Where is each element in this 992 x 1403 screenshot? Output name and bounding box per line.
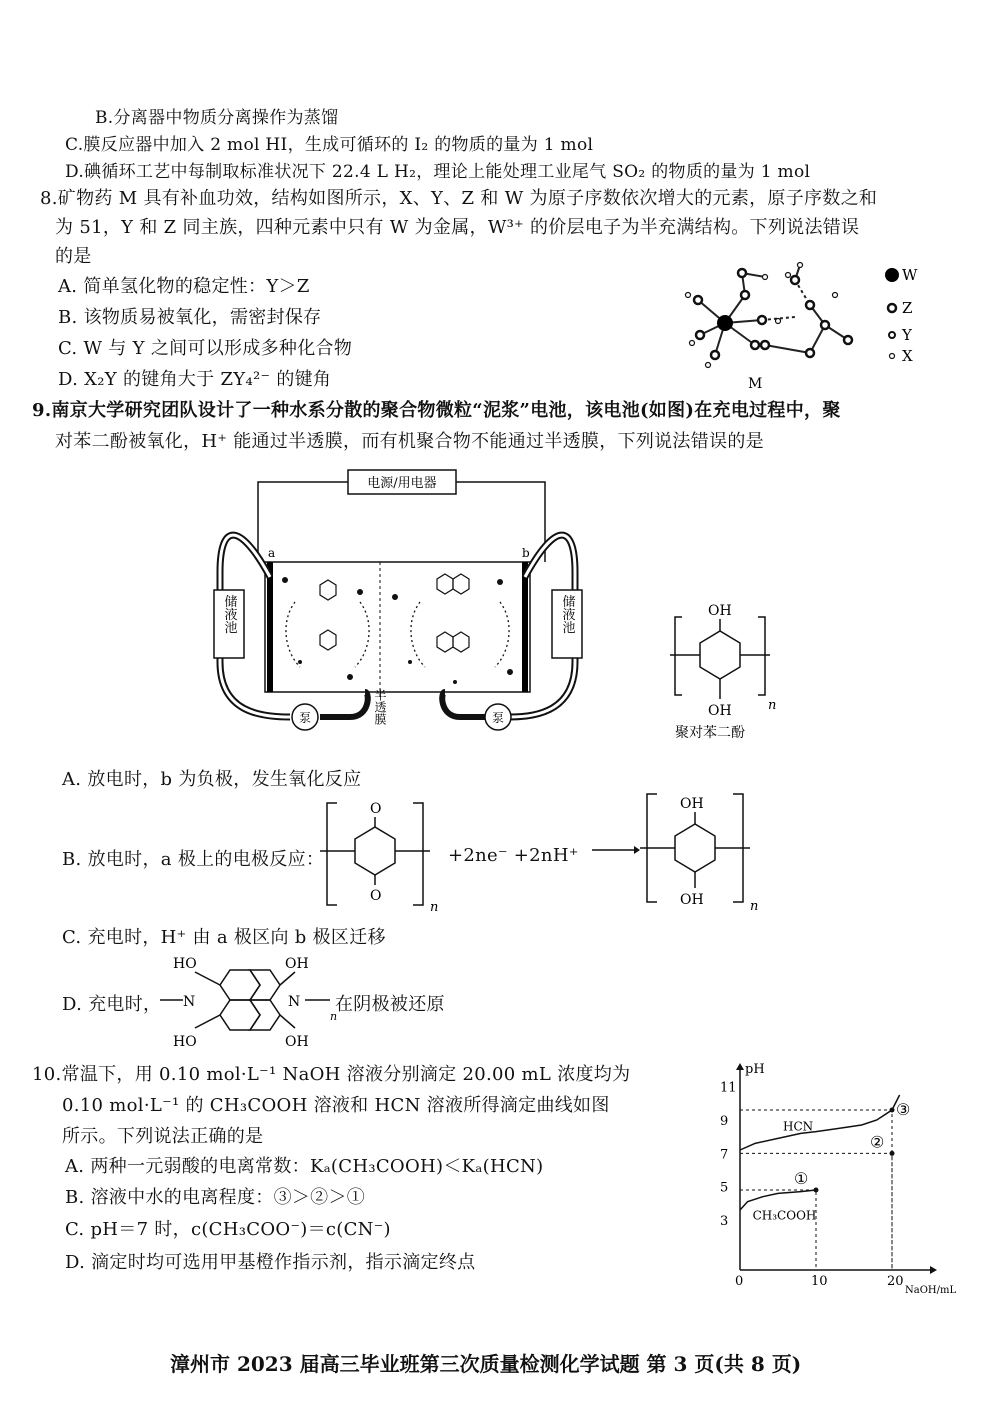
q9-option-a: A. 放电时，b 为负极，发生氧化反应: [62, 769, 362, 790]
y-tick-11: 11: [720, 1080, 737, 1096]
page-footer: 漳州市 2023 届高三毕业班第三次质量检测化学试题 第 3 页(共 8 页): [170, 1352, 802, 1376]
molecule-m-figure: [670, 255, 930, 395]
q9-stem-line2: 对苯二酚被氧化，H⁺ 能通过半透膜，而有机聚合物不能通过半透膜，下列说法错误的是: [55, 431, 764, 452]
reaction-arrow: [590, 840, 640, 860]
point-marker-2: [890, 1108, 895, 1113]
naph-n: n: [330, 1010, 338, 1023]
q10-stem-line3: 所示。下列说法正确的是: [62, 1126, 264, 1147]
point-label-2: ③: [896, 1100, 911, 1119]
q8-option-c: C. W 与 Y 之间可以形成多种化合物: [58, 338, 353, 359]
legend-x-marker: [890, 354, 895, 359]
hq-n: n: [750, 899, 759, 914]
x-tick-0: 0: [735, 1274, 744, 1289]
point-label-1: ②: [870, 1132, 885, 1152]
membrane-label: 半透膜: [373, 689, 387, 725]
y-axis-label: pH: [745, 1062, 765, 1077]
y-tick-3: 3: [720, 1214, 729, 1229]
quinone-n: n: [430, 900, 439, 915]
quinone-o-bottom: O: [370, 888, 382, 904]
series-line-1: [740, 1190, 816, 1210]
polymer-structure: [660, 595, 790, 745]
y-tick-9: 9: [720, 1114, 729, 1129]
option-c-previous: C.膜反应器中加入 2 mol HI，生成可循环的 I₂ 的物质的量为 1 mol: [65, 135, 594, 155]
titration-chart: [705, 1055, 975, 1305]
polymer-name: 聚对苯二酚: [675, 725, 745, 741]
q10-option-d: D. 滴定时均可选用甲基橙作指示剂，指示滴定终点: [65, 1252, 476, 1273]
legend-z: Z: [902, 299, 913, 317]
tank-left-label: 储液池: [221, 594, 237, 634]
polymer-n: n: [768, 698, 777, 713]
device-label: 电源/用电器: [367, 476, 437, 491]
legend-y: Y: [902, 326, 912, 344]
pump-right-label: 泵: [491, 711, 505, 725]
quinone-polymer-structure: [315, 795, 455, 915]
guide-line-0: [740, 1190, 816, 1270]
q10-option-a: A. 两种一元弱酸的电离常数：Kₐ(CH₃COOH)＜Kₐ(HCN): [65, 1156, 544, 1177]
q9-option-c: C. 充电时，H⁺ 由 a 极区向 b 极区迁移: [62, 927, 386, 948]
legend-x: X: [902, 347, 913, 365]
n-right: N: [288, 994, 301, 1010]
battery-diagram: [200, 462, 600, 752]
q9-option-b-prefix: B. 放电时，a 极上的电极反应：: [62, 849, 325, 870]
q8-option-d: D. X₂Y 的键角大于 ZY₄²⁻ 的键角: [58, 369, 332, 390]
q10-stem-line1: 10.常温下，用 0.10 mol·L⁻¹ NaOH 溶液分别滴定 20.00 mL 浓度均为: [32, 1064, 631, 1085]
tank-right-label: 储液池: [559, 594, 575, 634]
q9-option-b-electrons: +2ne⁻ +2nH⁺: [448, 845, 579, 866]
q9-stem-line1: 9.南京大学研究团队设计了一种水系分散的聚合物微粒“泥浆”电池，该电池(如图)在充电过程中，聚: [32, 400, 841, 421]
hq-oh-bottom: OH: [680, 892, 704, 908]
series-label-1: CH₃COOH: [752, 1208, 817, 1223]
n-left: N: [183, 994, 196, 1010]
oh-top: OH: [285, 956, 309, 972]
q9-option-d-suffix: 在阴极被还原: [335, 994, 445, 1015]
q8-stem-line3: 的是: [55, 246, 92, 267]
option-d-previous: D.碘循环工艺中每制取标准状况下 22.4 L H₂，理论上能处理工业尾气 SO₂ 的物质的量为 1 mol: [65, 162, 811, 182]
y-tick-5: 5: [720, 1180, 729, 1196]
molecule-label: M: [748, 376, 763, 392]
hq-oh-top: OH: [680, 796, 704, 812]
electrode-b-label: b: [522, 546, 530, 560]
x-tick-20: 20: [887, 1274, 904, 1289]
legend-w-marker: [885, 268, 899, 282]
quinone-o-top: O: [370, 801, 382, 817]
q8-stem-line2: 为 51，Y 和 Z 同主族，四种元素中只有 W 为金属，W³⁺ 的价层电子为半充满结构。下列说法错误: [55, 217, 860, 238]
naphthalimide-polymer-structure: [155, 950, 345, 1050]
ho-bottom: HO: [173, 1034, 197, 1050]
oh-bottom: OH: [285, 1034, 309, 1050]
q10-stem-line2: 0.10 mol·L⁻¹ 的 CH₃COOH 溶液和 HCN 溶液所得滴定曲线如图: [62, 1095, 610, 1116]
point-label-0: ①: [794, 1169, 809, 1188]
q9-option-d-prefix: D. 充电时，: [62, 994, 162, 1015]
q10-option-c: C. pH＝7 时，c(CH₃COO⁻)＝c(CN⁻): [65, 1219, 391, 1240]
electrode-a-label: a: [268, 546, 276, 560]
x-tick-10: 10: [811, 1274, 828, 1289]
q8-stem-line1: 8.矿物药 M 具有补血功效，结构如图所示，X、Y、Z 和 W 为原子序数依次增大的元素，原子序数之和: [40, 188, 878, 209]
legend-w: W: [902, 266, 918, 284]
hydroquinone-polymer-structure: [635, 790, 775, 915]
ho-top: HO: [173, 956, 197, 972]
q8-option-b: B. 该物质易被氧化，需密封保存: [58, 307, 322, 328]
series-label-0: HCN: [783, 1119, 814, 1134]
legend-y-marker: [889, 332, 895, 338]
y-tick-7: 7: [720, 1147, 729, 1163]
polymer-oh-top: OH: [708, 603, 732, 619]
legend-z-marker: [888, 304, 896, 312]
q8-option-a: A. 简单氢化物的稳定性：Y＞Z: [58, 276, 310, 297]
point-marker-0: [814, 1188, 819, 1193]
q10-option-b: B. 溶液中水的电离程度：③＞②＞①: [65, 1187, 366, 1208]
polymer-oh-bottom: OH: [708, 703, 732, 719]
pump-left-label: 泵: [298, 711, 312, 725]
x-axis-label: NaOH/mL: [905, 1285, 957, 1296]
option-b-previous: B.分离器中物质分离操作为蒸馏: [95, 108, 339, 128]
